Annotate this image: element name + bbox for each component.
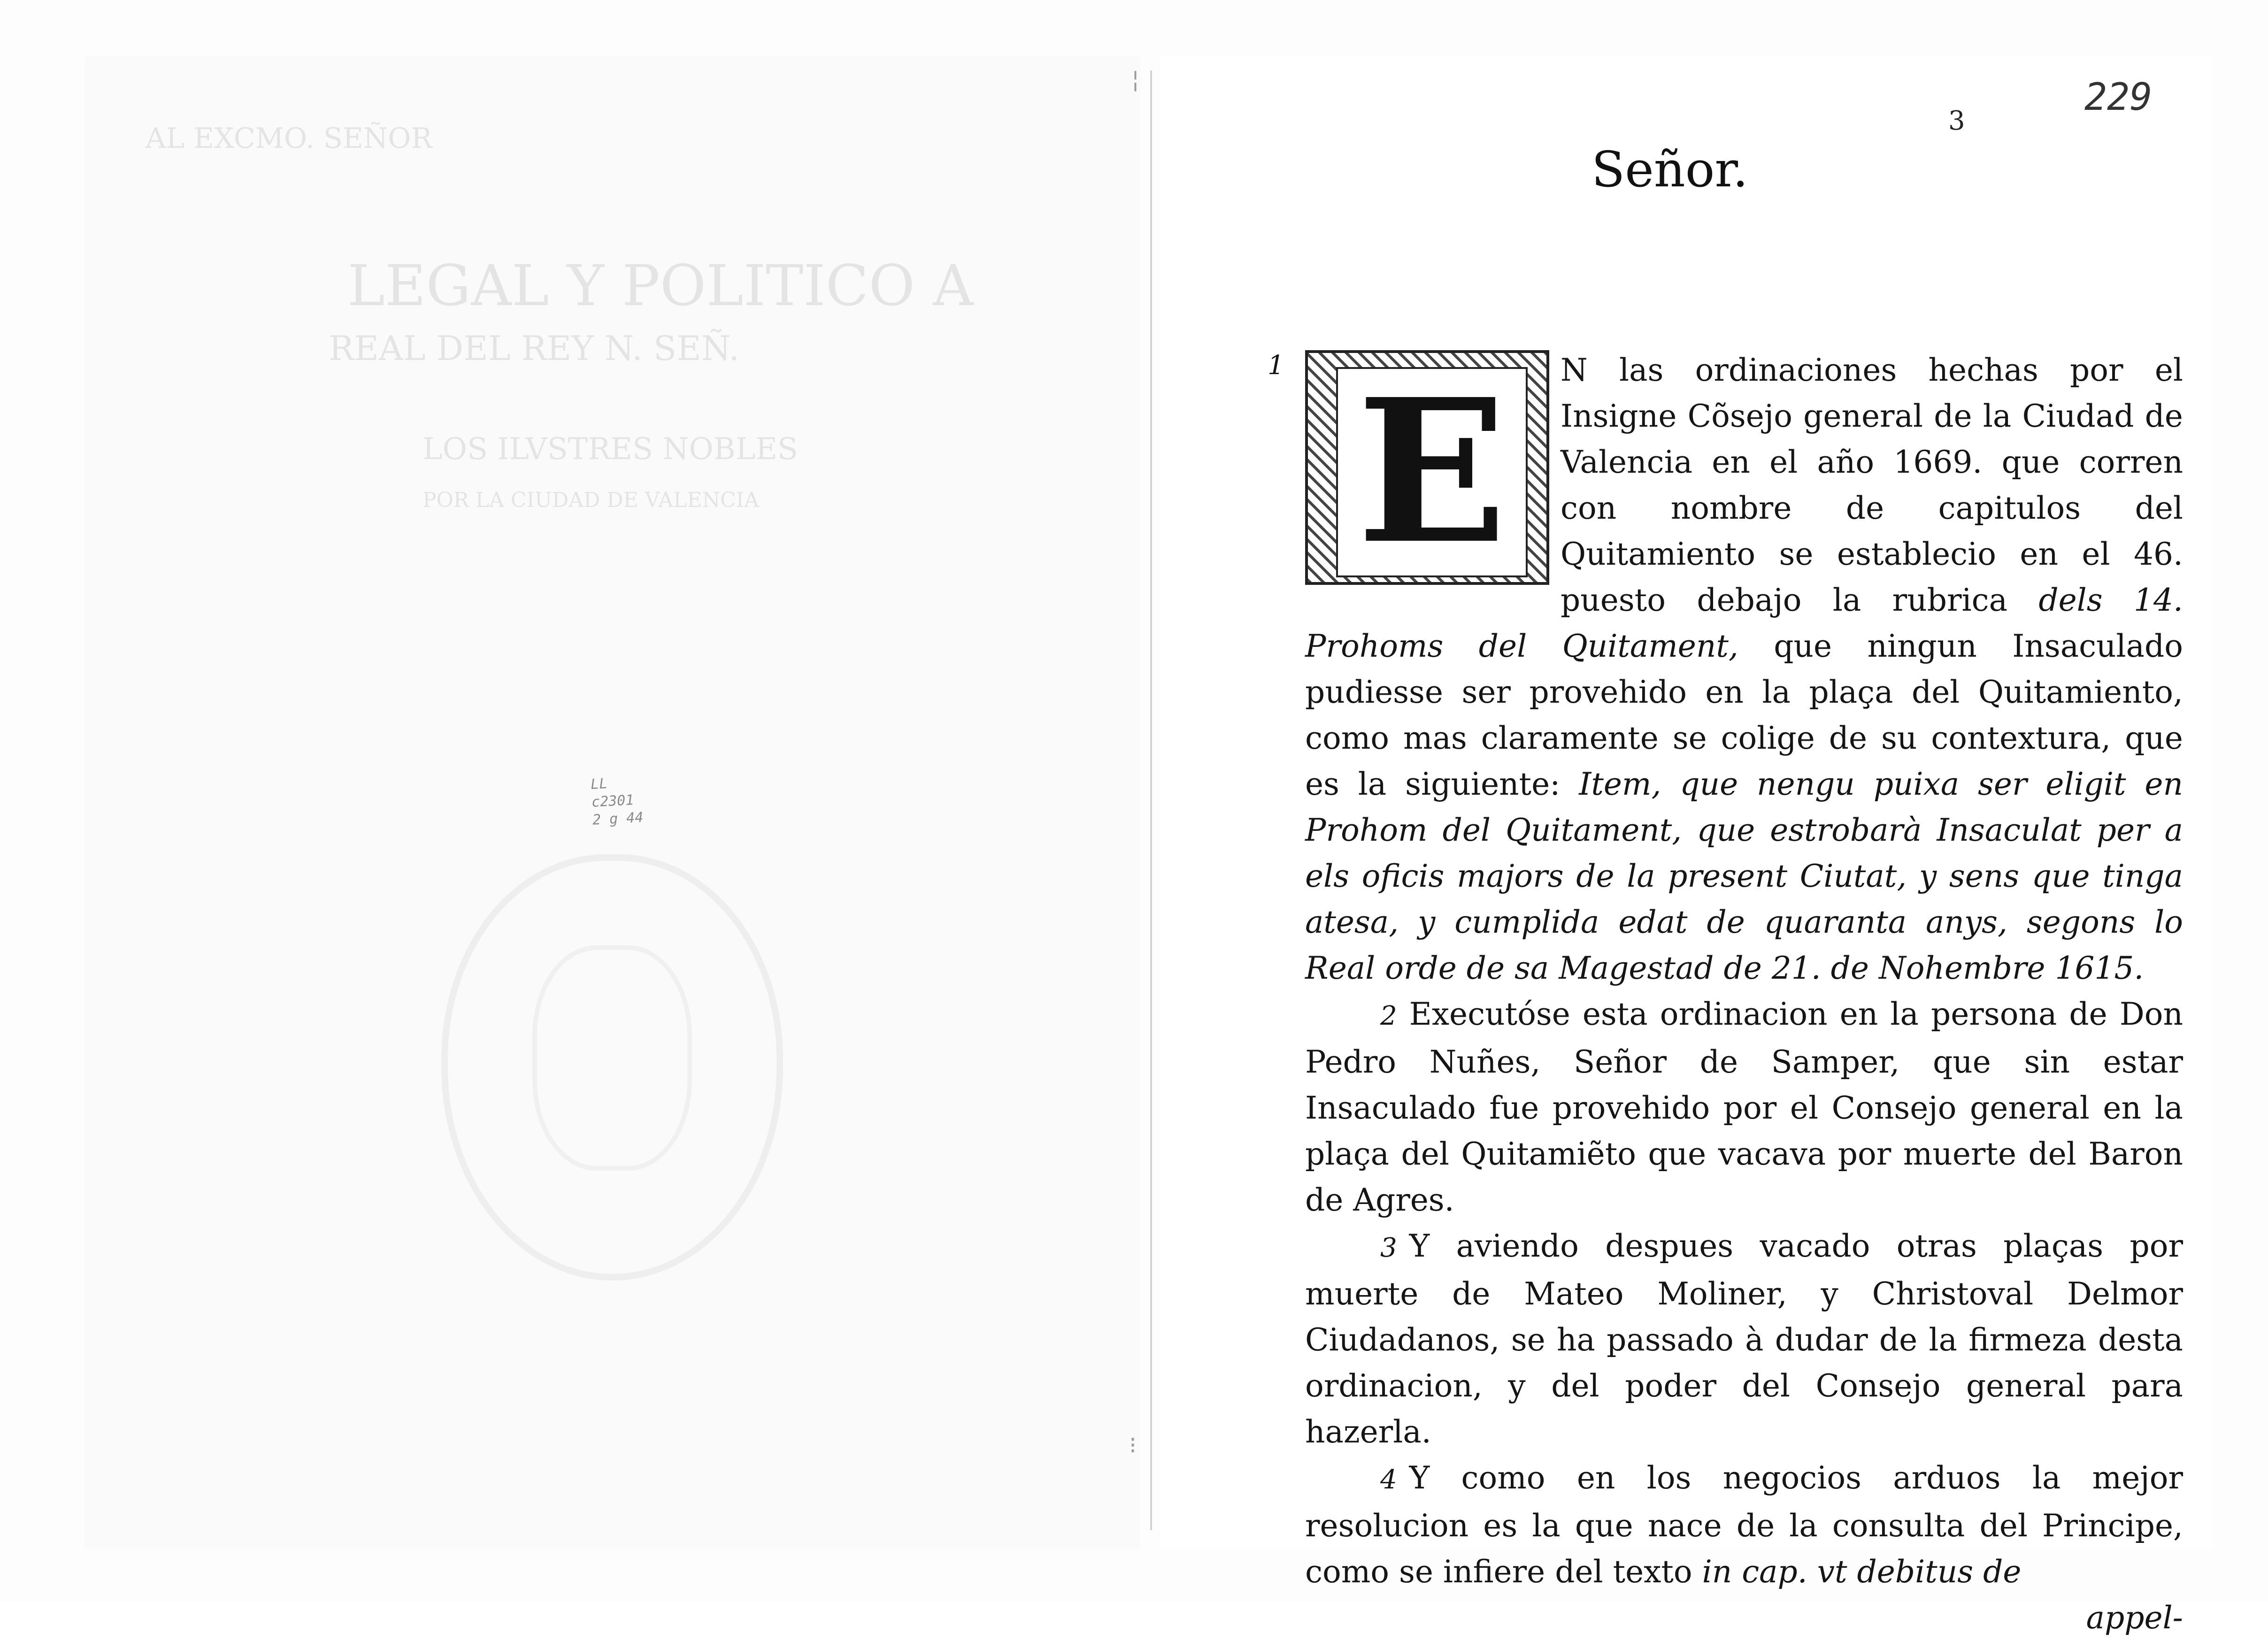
paragraph-number: 3 bbox=[1380, 1233, 1397, 1263]
drop-initial-letter: E bbox=[1336, 367, 1528, 577]
ghost-line-3: REAL DEL REY N. SEÑ. bbox=[329, 329, 739, 368]
paragraph-text: N las ordinaciones hechas por el Insigne Cõsejo general de la Ciudad de Valencia en el año 1669. que corren con nombre de capitulos del Quitamiento se establecio en el 46. puesto debajo la rubrica bbox=[1561, 352, 2183, 618]
ghost-line-2: LEGAL Y POLITICO A bbox=[347, 253, 974, 319]
ghost-line-1: AL EXCMO. SEÑOR bbox=[146, 122, 432, 155]
decorated-drop-initial bbox=[1305, 350, 1549, 588]
paragraph-text: Executóse esta ordinacion en la persona de Don Pedro Nuñes, Señor de Samper, que sin estar Insaculado fue provehido por el Consejo general en la plaça del Quitamiẽto que vacava por muerte del Baron de Agres. bbox=[1305, 996, 2183, 1218]
gutter-fold bbox=[1150, 70, 1152, 1530]
gutter-mark-top: ¦ bbox=[1131, 66, 1139, 93]
ghost-crest-bleedthrough bbox=[441, 854, 783, 1281]
folio-number: 229 bbox=[2084, 75, 2153, 119]
paragraph-text-italic: dels 14. Prohoms del Quitament, bbox=[1305, 582, 2183, 664]
signature-mark: 3 bbox=[1948, 106, 1965, 136]
paragraph-2 bbox=[1305, 991, 2183, 1223]
paragraph-4 bbox=[1305, 1455, 2183, 1595]
ghost-line-5: POR LA CIUDAD DE VALENCIA bbox=[423, 488, 759, 512]
right-page-recto bbox=[1160, 56, 2211, 1636]
page-title: Señor. bbox=[1591, 141, 1748, 198]
gutter-mark-bottom: ⁝ bbox=[1129, 1432, 1137, 1459]
paragraph-text-italic: in cap. vt debitus de bbox=[1702, 1554, 2022, 1590]
left-page-verso bbox=[85, 56, 1141, 1549]
paragraph-number: 1 bbox=[1268, 350, 1284, 381]
quoted-ordinance-italic: Item, que nengu puixa ser eligit en Prohom del Quitament, que estrobarà Insaculat per a els oficis majors de la present Ciutat, y sens que tinga atesa, y cumplida edat de quaranta anys, segons lo Real orde de sa Magestad de 21. de Nohembre 1615. bbox=[1305, 766, 2183, 986]
handwritten-shelfmark: LL c2301 2 g 44 bbox=[590, 775, 644, 828]
catchword: appel- bbox=[2086, 1600, 2183, 1636]
paragraph-text: Y como en los negocios arduos la mejor resolucion es la que nace de la consulta del Principe, como se infiere del texto bbox=[1305, 1460, 2183, 1590]
paragraph-text: que ningun Insaculado pudiesse ser provehido en la plaça del Quitamiento, como mas claramente se colige de su contextura, que es la siguiente: bbox=[1305, 628, 2183, 802]
ghost-line-4: LOS ILVSTRES NOBLES bbox=[423, 432, 798, 467]
paragraph-number: 4 bbox=[1380, 1465, 1397, 1495]
paragraph-text: Y aviendo despues vacado otras plaças por muerte de Mateo Moliner, y Christoval Delmor Ciudadanos, se ha passado à dudar de la firmeza desta ordinacion, y del poder del Consejo general para hazerla. bbox=[1305, 1228, 2183, 1450]
body-text bbox=[1268, 347, 2183, 1641]
paragraph-3 bbox=[1305, 1223, 2183, 1455]
paragraph-number: 2 bbox=[1380, 1001, 1397, 1031]
paragraph-1 bbox=[1268, 347, 2183, 991]
